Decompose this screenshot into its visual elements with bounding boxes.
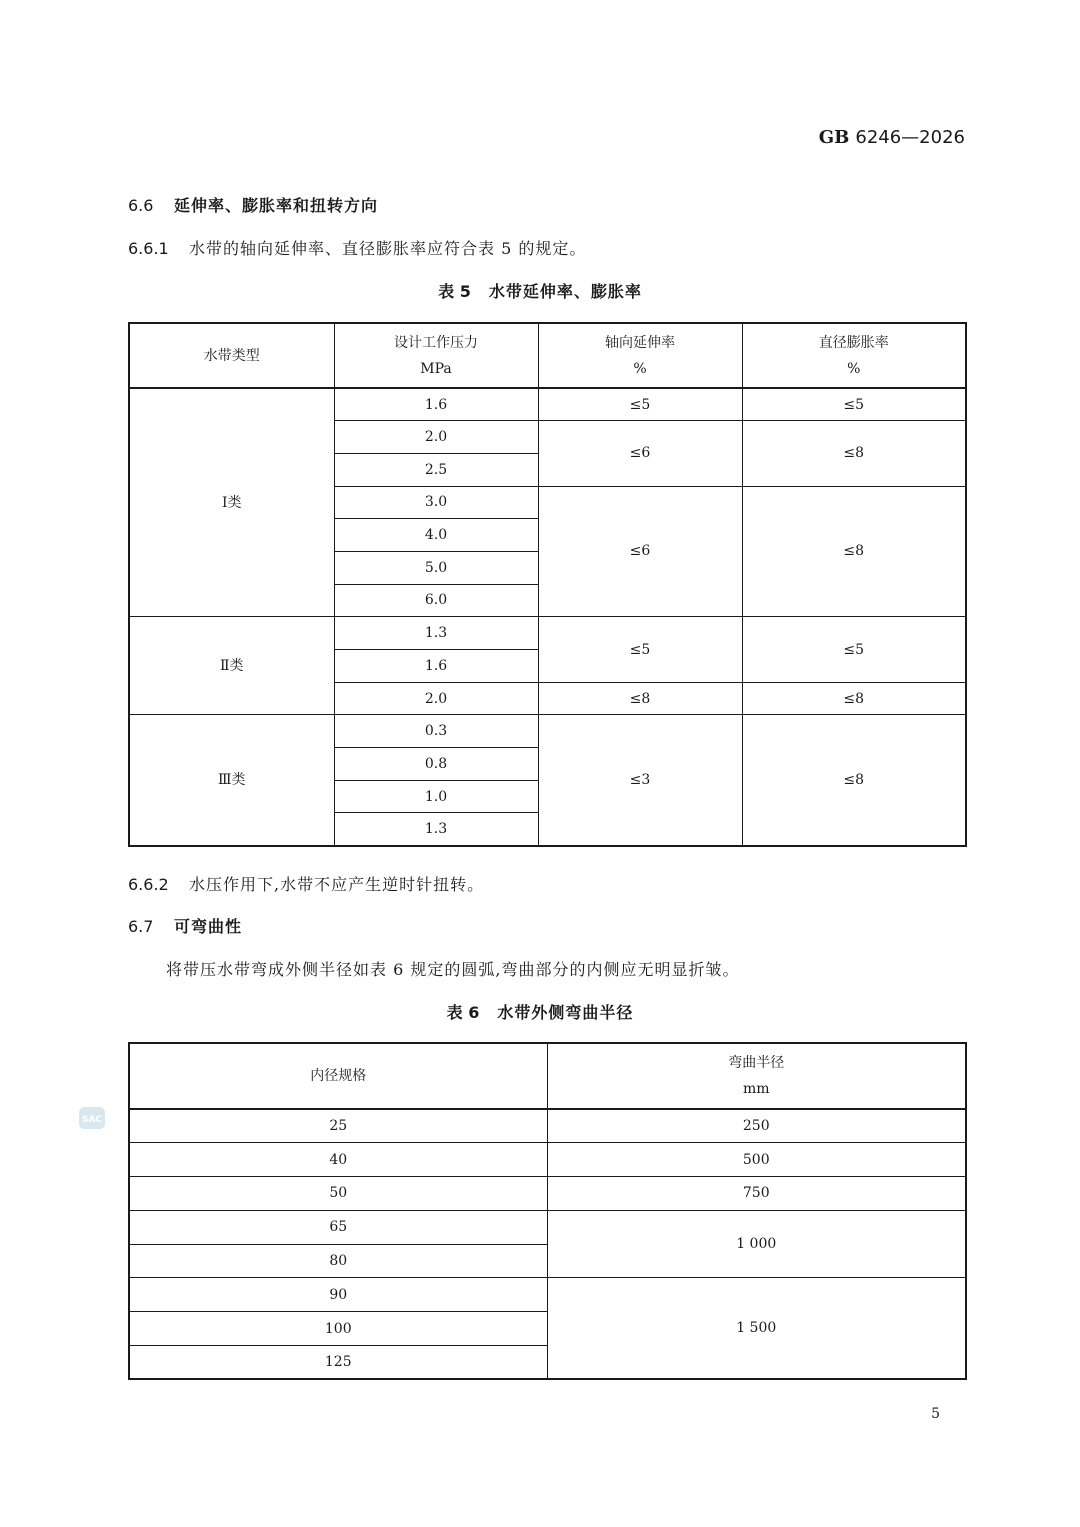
pressure-cell: 6.0	[334, 584, 538, 617]
section-number: 6.6	[128, 196, 154, 215]
pressure-cell: 1.3	[334, 617, 538, 650]
clause-number: 6.6.2	[128, 875, 169, 894]
bend-radius-cell: 250	[547, 1109, 966, 1143]
table-6-header-row	[129, 1043, 966, 1109]
standard-code	[819, 127, 965, 148]
expansion-cell: ≤8	[742, 715, 966, 846]
elongation-cell: ≤8	[538, 682, 742, 715]
inner-diameter-cell: 90	[129, 1278, 547, 1312]
table-row	[129, 1143, 966, 1177]
pressure-cell: 1.6	[334, 650, 538, 683]
pressure-cell: 2.0	[334, 682, 538, 715]
table-row	[129, 617, 966, 650]
hose-type-cell: Ⅰ类	[129, 388, 334, 617]
header-elongation: 轴向延伸率 %	[538, 323, 742, 388]
expansion-cell: ≤8	[742, 486, 966, 617]
table-row	[129, 388, 966, 421]
pressure-cell: 0.8	[334, 748, 538, 781]
header-elongation-unit: %	[633, 360, 647, 377]
pressure-cell: 4.0	[334, 519, 538, 552]
bend-radius-cell: 750	[547, 1177, 966, 1211]
bend-radius-cell: 1 500	[547, 1278, 966, 1379]
header-pressure-unit: MPa	[420, 360, 452, 377]
bend-radius-cell: 500	[547, 1143, 966, 1177]
page-number: 5	[931, 1406, 940, 1422]
section-title: 可弯曲性	[174, 917, 243, 936]
elongation-cell: ≤5	[538, 617, 742, 682]
hose-type-cell: Ⅲ类	[129, 715, 334, 846]
table-6	[128, 1042, 967, 1380]
table-row	[129, 1109, 966, 1143]
clause-text: 水带的轴向延伸率、直径膨胀率应符合表 5 的规定。	[189, 239, 587, 258]
svg-text:SAC: SAC	[81, 1115, 103, 1125]
table-6-body	[129, 1109, 966, 1379]
table-row	[129, 1210, 966, 1244]
header-inner-diameter: 内径规格	[129, 1043, 547, 1109]
inner-diameter-cell: 125	[129, 1346, 547, 1380]
clause-6-6-2	[128, 872, 484, 895]
inner-diameter-cell: 25	[129, 1109, 547, 1143]
table-row	[129, 715, 966, 748]
inner-diameter-cell: 65	[129, 1210, 547, 1244]
paragraph-text: 将带压水带弯成外侧半径如表 6 规定的圆弧,弯曲部分的内侧应无明显折皱。	[166, 960, 740, 979]
pressure-cell: 3.0	[334, 486, 538, 519]
header-pressure: 设计工作压力 MPa	[334, 323, 538, 388]
elongation-cell: ≤5	[538, 388, 742, 421]
table-5-number: 表 5	[438, 282, 471, 301]
pressure-cell: 1.0	[334, 780, 538, 813]
expansion-cell: ≤8	[742, 421, 966, 486]
table-5-caption	[0, 279, 1080, 302]
pressure-cell: 5.0	[334, 551, 538, 584]
standard-prefix: GB	[818, 127, 850, 148]
section-title: 延伸率、膨胀率和扭转方向	[174, 196, 379, 215]
table-row	[129, 1177, 966, 1211]
clause-text: 水压作用下,水带不应产生逆时针扭转。	[189, 875, 485, 894]
clause-6-6-1	[128, 236, 586, 259]
table-6-number: 表 6	[446, 1003, 480, 1022]
expansion-cell: ≤5	[742, 617, 966, 682]
section-6-6-heading	[128, 193, 378, 216]
table-5-body	[129, 388, 966, 846]
header-expansion: 直径膨胀率 %	[742, 323, 966, 388]
standard-number: 6246—2026	[855, 127, 965, 148]
table-5-header-row	[129, 323, 966, 388]
expansion-cell: ≤5	[742, 388, 966, 421]
pressure-cell: 1.6	[334, 388, 538, 421]
elongation-cell: ≤3	[538, 715, 742, 846]
pressure-cell: 2.0	[334, 421, 538, 454]
table-6-title: 水带外侧弯曲半径	[497, 1003, 634, 1022]
header-bend-radius-unit: mm	[742, 1081, 770, 1097]
pressure-cell: 0.3	[334, 715, 538, 748]
sac-logo-icon	[78, 1105, 106, 1131]
elongation-cell: ≤6	[538, 486, 742, 617]
pressure-cell: 1.3	[334, 813, 538, 846]
hose-type-cell: Ⅱ类	[129, 617, 334, 715]
section-number: 6.7	[128, 917, 154, 936]
expansion-cell: ≤8	[742, 682, 966, 715]
header-bend-radius: 弯曲半径 mm	[547, 1043, 966, 1109]
inner-diameter-cell: 50	[129, 1177, 547, 1211]
table-6-caption	[0, 1000, 1080, 1023]
pressure-cell: 2.5	[334, 453, 538, 486]
header-expansion-unit: %	[847, 360, 861, 377]
table-5	[128, 322, 967, 847]
table-row	[129, 1278, 966, 1312]
clause-number: 6.6.1	[128, 239, 169, 258]
inner-diameter-cell: 100	[129, 1312, 547, 1346]
paragraph-6-7	[166, 957, 739, 980]
elongation-cell: ≤6	[538, 421, 742, 486]
inner-diameter-cell: 40	[129, 1143, 547, 1177]
table-5-title: 水带延伸率、膨胀率	[488, 282, 642, 301]
header-hose-type: 水带类型	[129, 323, 334, 388]
bend-radius-cell: 1 000	[547, 1210, 966, 1278]
inner-diameter-cell: 80	[129, 1244, 547, 1278]
sac-logo-graphic	[78, 1105, 106, 1131]
section-6-7-heading	[128, 914, 242, 937]
